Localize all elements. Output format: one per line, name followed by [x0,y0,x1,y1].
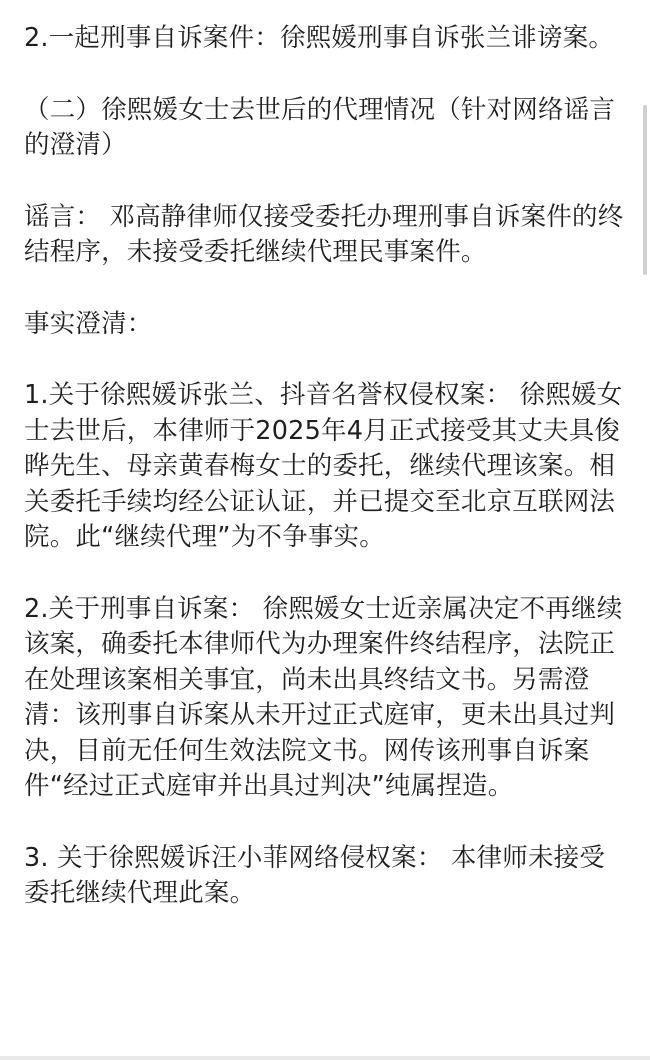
bottom-divider [0,1056,650,1060]
document-body [24,21,630,912]
paragraph-fact-3: 3. 关于徐熙媛诉汪小菲网络侵权案： 本律师未接受委托继续代理此案。 [24,842,606,908]
paragraph-fact-1: 1.关于徐熙媛诉张兰、抖音名誉权侵权案： 徐熙媛女士去世后，本律师于2025年4月正式接受其丈夫具俊晔先生、母亲黄春梅女士的委托，继续代理该案。相关委托手续均经公证认证，并已提交至北京互联网法院。此“继续代理”为不争事实。 [24,380,623,552]
paragraph-clarification-heading: 事实澄清： [24,308,153,339]
paragraph-criminal-case-item: 2.一起刑事自诉案件：徐熙媛刑事自诉张兰诽谤案。 [24,23,615,53]
paragraph-rumor: 谣言： 邓高静律师仅接受委托办理刑事自诉案件的终结程序，未接受委托继续代理民事案件。 [24,201,624,267]
paragraph-fact-2: 2.关于刑事自诉案： 徐熙媛女士近亲属决定不再继续该案，确委托本律师代为办理案件终结程序，法院正在处理该案相关事宜，尚未出具终结文书。另需澄清：该刑事自诉案从未开过正式庭审，更未出具过判决，目前无任何生效法院文书。网传该刑事自诉案件“经过正式庭审并出具过判决”纯属捏造。 [24,593,623,801]
vertical-scrollbar[interactable] [643,105,647,275]
paragraph-section-heading: （二）徐熙媛女士去世后的代理情况（针对网络谣言的澄清） [24,94,616,160]
